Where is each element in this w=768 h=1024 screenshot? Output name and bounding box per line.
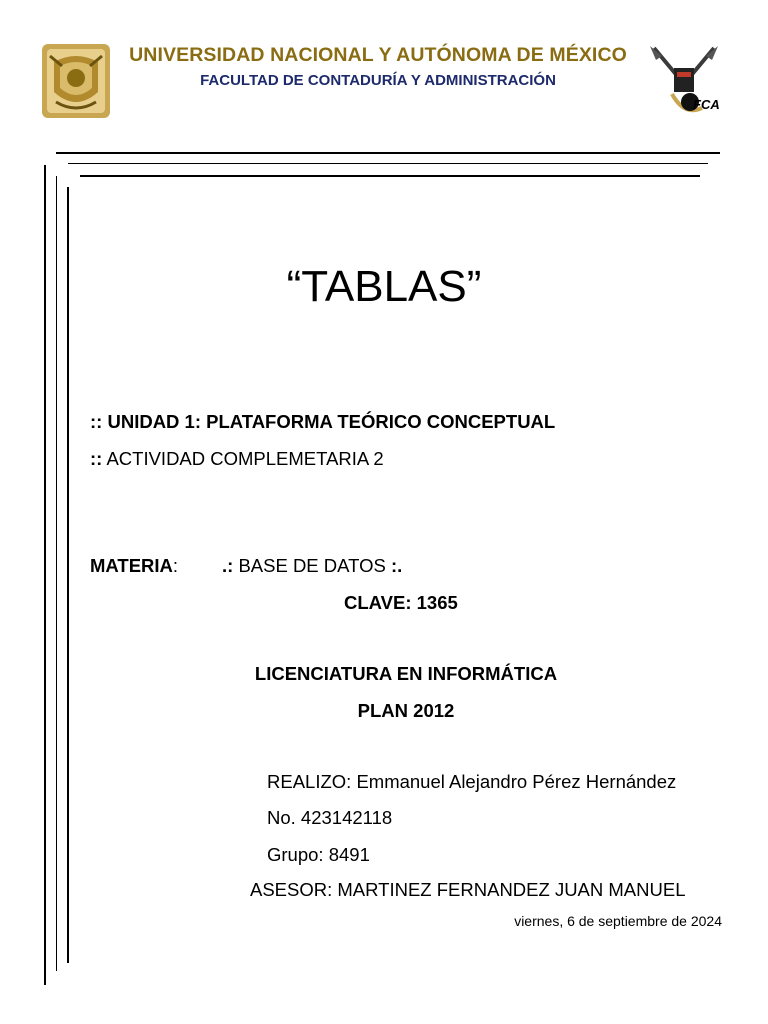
group: Grupo: 8491 [267, 844, 370, 865]
activity-text: ACTIVIDAD COMPLEMETARIA 2 [106, 448, 384, 469]
plan: PLAN 2012 [357, 700, 455, 721]
fca-emblem-icon [644, 44, 724, 122]
subject-close: :. [390, 555, 403, 576]
university-name: UNIVERSIDAD NACIONAL Y AUTÓNOMA DE MÉXICO [129, 44, 627, 66]
advisor: ASESOR: MARTINEZ FERNANDEZ JUAN MANUEL [250, 879, 686, 900]
document-title: “TABLAS” [286, 262, 482, 311]
activity-line [90, 448, 384, 470]
subject-open: .: [222, 555, 234, 576]
clave: CLAVE: 1365 [344, 592, 458, 613]
unit-text: UNIDAD 1: PLATAFORMA TEÓRICO CONCEPTUAL [107, 411, 556, 432]
realizo: REALIZO: Emmanuel Alejandro Pérez Hernández [267, 771, 677, 792]
unit-line [90, 411, 555, 433]
unit-prefix: :: [90, 411, 103, 432]
subject-colon: : [172, 555, 179, 576]
degree: LICENCIATURA EN INFORMÁTICA [254, 663, 558, 684]
unam-crest-icon [40, 42, 112, 120]
frame-top-line-1 [56, 152, 720, 154]
student-number: No. 423142118 [267, 807, 393, 828]
subject-value-line [222, 555, 402, 577]
frame-top-line-2 [68, 163, 708, 164]
subject-value: BASE DE DATOS [238, 555, 386, 576]
faculty-name: FACULTAD DE CONTADURÍA Y ADMINISTRACIÓN [200, 72, 556, 89]
subject-line [90, 555, 178, 577]
fca-emblem-text: FCA [693, 97, 720, 112]
subject-label: MATERIA [90, 555, 173, 576]
activity-prefix: :: [90, 448, 103, 469]
date: viernes, 6 de septiembre de 2024 [514, 913, 722, 929]
frame-top-line-3 [80, 175, 700, 177]
